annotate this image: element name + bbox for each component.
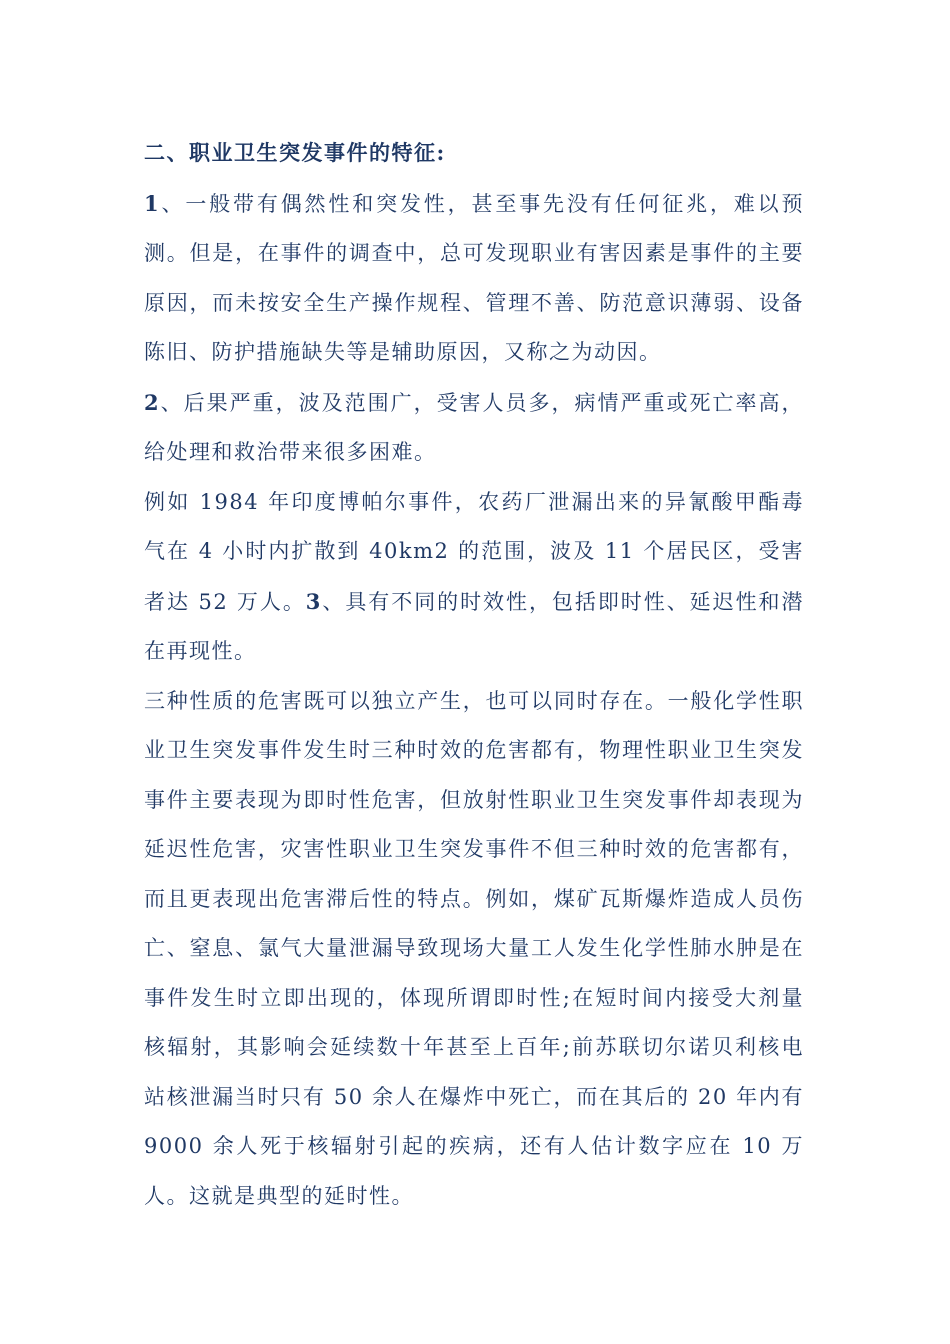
point-1-text: 、一般带有偶然性和突发性，甚至事先没有任何征兆，难以预测。但是，在事件的调查中，总可发现职业有害因素是事件的主要原因，而未按安全生产操作规程、管理不善、防范意识薄弱、设备陈旧、防护措施缺失等是辅助原因，又称之为动因。	[144, 191, 804, 364]
paragraph-example	[144, 478, 804, 677]
document-body	[144, 128, 804, 1221]
paragraph-point-2	[144, 378, 804, 478]
point-3-number: 3	[305, 588, 322, 614]
point-2-text: 、后果严重，波及范围广，受害人员多，病情严重或死亡率高，给处理和救治带来很多困难。	[144, 390, 804, 464]
point-1-number: 1	[144, 190, 161, 216]
section-heading	[144, 128, 804, 179]
point-3-text: 、具有不同的时效性，包括即时性、延迟性和潜在再现性。	[144, 589, 805, 663]
point-2-number: 2	[144, 389, 161, 415]
example-text: 例如 1984 年印度博帕尔事件，农药厂泄漏出来的异氰酸甲酯毒气在 4 小时内扩散到 40km2 的范围，波及 11 个居民区，受害者达 52 万人。	[144, 489, 804, 614]
final-paragraph-text: 三种性质的危害既可以独立产生，也可以同时存在。一般化学性职业卫生突发事件发生时三种时效的危害都有，物理性职业卫生突发事件主要表现为即时性危害，但放射性职业卫生突发事件却表现为延迟性危害，灾害性职业卫生突发事件不但三种时效的危害都有，而且更表现出危害滞后性的特点。例如，煤矿瓦斯爆炸造成人员伤亡、窒息、氯气大量泄漏导致现场大量工人发生化学性肺水肿是在事件发生时立即出现的，体现所谓即时性;在短时间内接受大剂量核辐射，其影响会延续数十年甚至上百年;前苏联切尔诺贝利核电站核泄漏当时只有 50 余人在爆炸中死亡，而在其后的 20 年内有 9000 余人死于核辐射引起的疾病，还有人估计数字应在 10 万人。这就是典型的延时性。	[144, 688, 804, 1208]
paragraph-final	[144, 677, 804, 1222]
section-heading-text: 二、职业卫生突发事件的特征:	[144, 140, 446, 165]
paragraph-point-1	[144, 179, 804, 378]
